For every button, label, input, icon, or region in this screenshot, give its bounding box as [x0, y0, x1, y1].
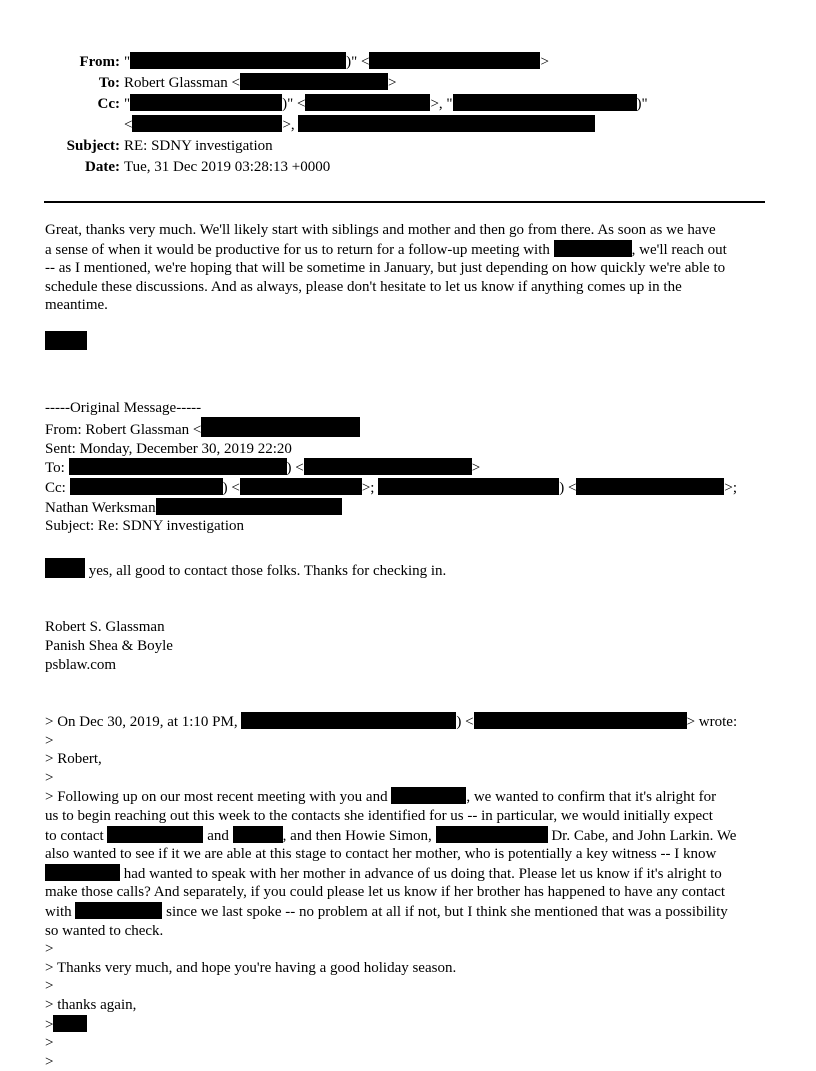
from-text-c: > — [540, 54, 549, 70]
from-row — [44, 52, 648, 73]
quoted-greeting: > Robert, — [45, 751, 102, 768]
subject-row — [44, 136, 648, 157]
redaction — [436, 826, 548, 843]
to-label: To: — [98, 75, 120, 91]
redaction — [369, 52, 540, 69]
signature-name: Robert S. Glassman — [45, 619, 165, 636]
redaction — [156, 498, 342, 515]
reply-signoff — [45, 331, 780, 353]
cc-row-continued — [44, 115, 648, 136]
redaction — [233, 826, 283, 843]
quoted-line: with since we last spoke -- no problem at all if not, but I think she mentioned that was a possibility — [45, 904, 728, 921]
to-text-b: > — [387, 75, 397, 91]
redaction — [554, 240, 632, 257]
quoted-line: also wanted to see if it we are able at this stage to contact her mother, who is potentially a key witness -- I know — [45, 846, 717, 863]
email-header — [44, 52, 648, 178]
redaction — [298, 115, 595, 132]
subject-label: Subject: — [66, 138, 120, 154]
original-divider: -----Original Message----- — [45, 399, 202, 416]
to-text-a: Robert Glassman < — [124, 75, 240, 91]
signature-site: psblaw.com — [45, 656, 117, 673]
redaction — [45, 558, 85, 578]
quoted-intro: > On Dec 30, 2019, at 1:10 PM, ) < > wrote: — [45, 714, 738, 731]
quoted-line: make those calls? And separately, if you could please let us know if her brother has happened to have any contact — [45, 884, 726, 901]
quoted-line: us to begin reaching out this week to the contacts she identified for us -- in particular, we would initially expect — [45, 808, 713, 825]
signature-firm: Panish Shea & Boyle — [45, 637, 173, 654]
date-value: Tue, 31 Dec 2019 03:28:13 +0000 — [124, 159, 331, 175]
from-text-a: " — [124, 54, 131, 70]
reply-line: a sense of when it would be productive for us to return for a follow-up meeting with , we'll reach out — [45, 241, 727, 258]
redaction — [132, 115, 282, 132]
signature — [45, 618, 780, 674]
from-value — [124, 52, 549, 73]
quote-marker: > — [45, 1053, 54, 1070]
quoted-line: > Following up on our most recent meeting with you and , we wanted to confirm that it's alright for — [45, 789, 717, 806]
from-text-b: )" < — [346, 54, 370, 70]
header-divider — [44, 201, 765, 203]
reply-line: Great, thanks very much. We'll likely start with siblings and mother and then go from there. As soon as we have — [45, 222, 716, 238]
redaction — [474, 712, 687, 729]
original-cc-continued: Nathan Werksman — [45, 498, 780, 518]
quoted-line: to contact and , and then Howie Simon, Dr. Cabe, and John Larkin. We — [45, 827, 737, 844]
redaction — [241, 712, 456, 729]
original-cc: Cc: ) < >; ) < >; — [45, 479, 738, 496]
quoted-thanks-again: > thanks again, — [45, 997, 137, 1013]
redaction — [305, 94, 430, 111]
quoted-line: so wanted to check. — [45, 922, 164, 939]
cc-text-e: < — [124, 117, 133, 133]
redaction — [240, 478, 362, 495]
redaction — [130, 94, 282, 111]
redaction — [69, 458, 287, 475]
quoted-line: had wanted to speak with her mother in advance of us doing that. Please let us know if it's alright to — [45, 864, 780, 884]
redaction — [201, 417, 360, 437]
original-to: To: ) < > — [45, 460, 481, 477]
cc-text-d: )" — [636, 96, 648, 112]
subject-value: RE: SDNY investigation — [124, 138, 273, 154]
quote-marker: > — [45, 978, 54, 995]
redaction — [453, 94, 637, 111]
quote-marker: > — [45, 1035, 54, 1052]
redaction — [391, 787, 466, 804]
reply-line: meantime. — [45, 297, 108, 314]
quote-marker: > — [45, 732, 54, 749]
redaction — [45, 331, 87, 350]
cc-text-a: " — [124, 96, 131, 112]
date-row — [44, 157, 648, 178]
quoted-thanks: > Thanks very much, and hope you're having a good holiday season. — [45, 959, 457, 976]
cc-text-c: >, " — [430, 96, 453, 112]
redaction — [45, 864, 120, 881]
to-row — [44, 73, 648, 94]
redaction — [378, 478, 559, 495]
original-from: From: Robert Glassman < — [45, 417, 780, 440]
email-body — [45, 221, 780, 1071]
quoted-signoff: > — [45, 1015, 780, 1035]
reply-paragraph — [45, 221, 780, 315]
date-label: Date: — [85, 159, 120, 175]
to-value — [124, 73, 396, 94]
quoted-message — [45, 712, 780, 1071]
redaction — [576, 478, 724, 495]
reply-line: schedule these discussions. And as always, please don't hesitate to let us know if anything comes up in the — [45, 278, 682, 295]
original-message-header — [45, 399, 780, 536]
original-subject: Subject: Re: SDNY investigation — [45, 518, 245, 535]
redaction — [53, 1015, 87, 1032]
cc-label: Cc: — [97, 96, 120, 112]
quote-marker: > — [45, 941, 54, 958]
redaction — [130, 52, 346, 69]
from-label: From: — [79, 54, 120, 70]
quote-marker: > — [45, 769, 54, 786]
cc-text-f: >, — [282, 117, 299, 133]
cc-row — [44, 94, 648, 115]
redaction — [75, 902, 162, 919]
original-message-text: yes, all good to contact those folks. Thanks for checking in. — [45, 558, 780, 581]
cc-text-b: )" < — [282, 96, 306, 112]
redaction — [107, 826, 203, 843]
cc-value-continued — [124, 115, 595, 136]
redaction — [240, 73, 388, 90]
redaction — [304, 458, 472, 475]
cc-value — [124, 94, 648, 115]
reply-line: -- as I mentioned, we're hoping that will be sometime in January, but just depending on how quickly we're able to — [45, 260, 726, 277]
redaction — [70, 478, 223, 495]
original-sent: Sent: Monday, December 30, 2019 22:20 — [45, 440, 292, 457]
